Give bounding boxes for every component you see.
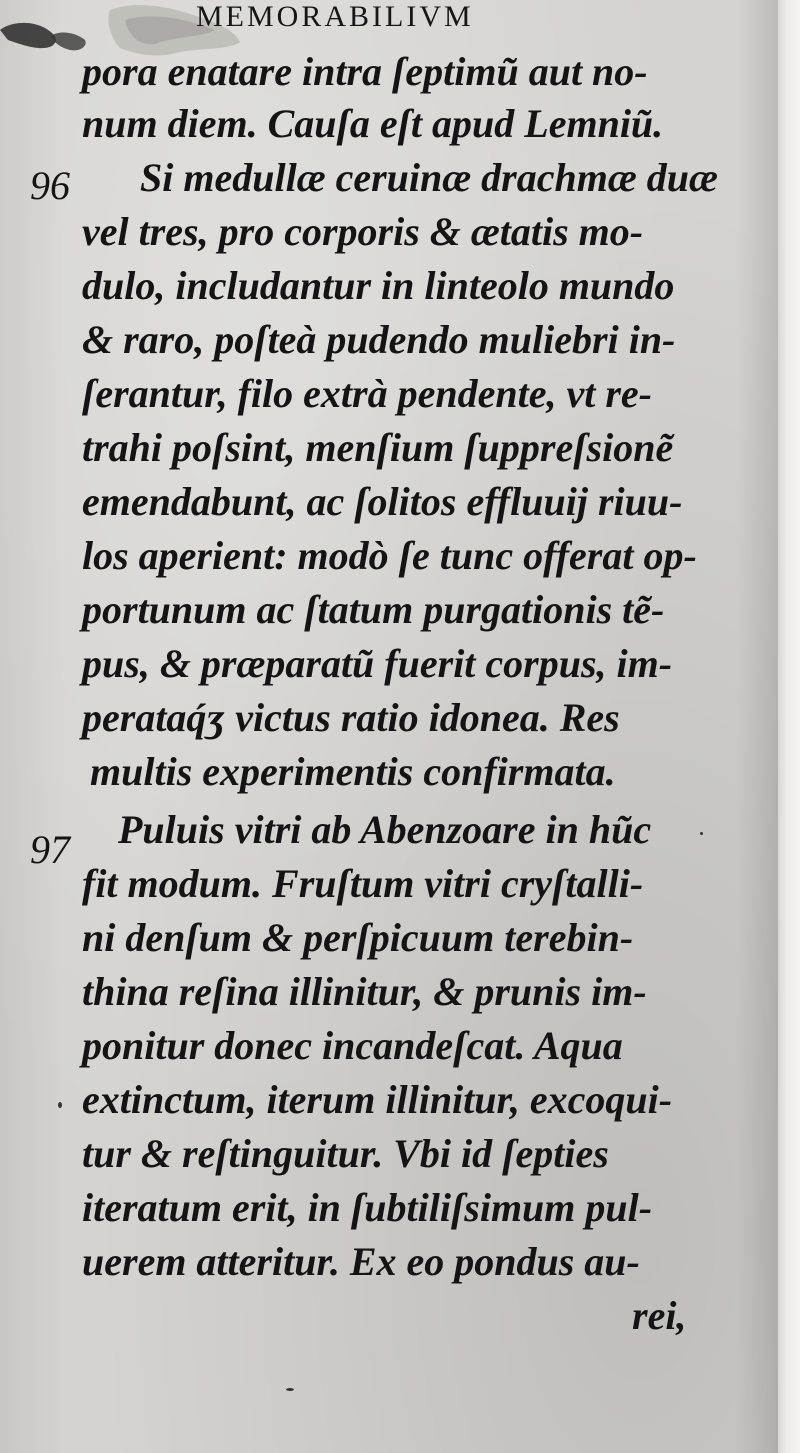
text-line: rei, xyxy=(632,1293,687,1338)
running-head: MEMORABILIVM xyxy=(196,0,474,33)
text-line: uerem atteritur. Ex eo pondus au- xyxy=(82,1239,640,1284)
text-line: trahi poſsint, menſium ſuppreſsionẽ xyxy=(82,425,674,470)
entry-number: 97 xyxy=(30,827,70,872)
text-line: pus, & præparatũ fuerit corpus, im- xyxy=(82,641,673,686)
entry-number: 96 xyxy=(30,163,70,208)
text-line: tur & reſtinguitur. Vbi id ſepties xyxy=(82,1131,609,1176)
text-line: & raro, poſteà pudendo muliebri in- xyxy=(82,317,676,362)
text-line: emendabunt, ac ſolitos effluuij riuu- xyxy=(82,479,683,524)
text-line: num diem. Cauſa eſt apud Lemniũ. xyxy=(82,101,664,146)
text-line: pora enatare intra ſeptimũ aut no- xyxy=(82,49,648,94)
text-line: ponitur donec incandeſcat. Aqua xyxy=(82,1023,623,1068)
text-line: thina reſina illinitur, & prunis im- xyxy=(82,969,647,1014)
paper-speck xyxy=(700,832,703,835)
page-edge xyxy=(778,0,800,1453)
text-line: vel tres, pro corporis & ætatis mo- xyxy=(82,209,644,254)
text-line: fit modum. Fruſtum vitri cryſtalli- xyxy=(82,861,644,906)
text-line: iteratum erit, in ſubtiliſsimum pul- xyxy=(82,1185,653,1230)
text-line: Si medullæ ceruinæ drachmæ duæ xyxy=(140,155,718,200)
paper-speck xyxy=(286,1388,294,1391)
text-line: Puluis vitri ab Abenzoare in hũc xyxy=(118,807,652,852)
text-line: extinctum, iterum illinitur, excoqui- xyxy=(82,1077,673,1122)
text-line: portunum ac ſtatum purgationis tẽ- xyxy=(82,587,665,632)
text-line: ni denſum & perſpicuum terebin- xyxy=(82,915,634,960)
text-line: los aperient: modò ſe tunc offerat op- xyxy=(82,533,697,578)
text-line: multis experimentis confirmata. xyxy=(90,749,616,794)
paper-speck xyxy=(58,1102,62,1108)
text-line: ſerantur, filo extrà pendente, vt re- xyxy=(82,371,652,416)
text-line: perataq́ʒ victus ratio idonea. Res xyxy=(82,695,620,740)
text-line: dulo, includantur in linteolo mundo xyxy=(82,263,675,308)
